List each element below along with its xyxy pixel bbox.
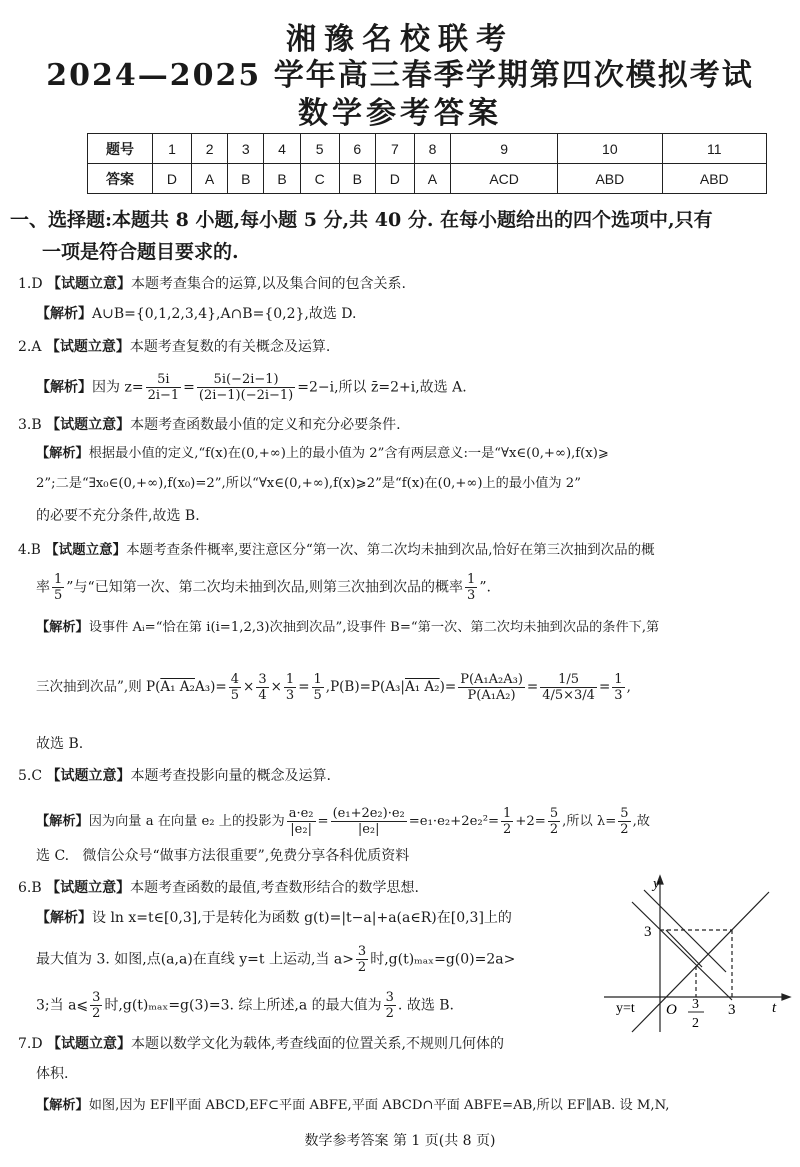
- question-number-cell: 9: [451, 134, 558, 164]
- frac-den: 2: [692, 1016, 699, 1031]
- fraction: $\frac{5}{2}$: [620, 806, 629, 837]
- answer-cell: ABD: [558, 164, 662, 194]
- question-number-cell: 7: [375, 134, 414, 164]
- fraction: $\frac{3}{2}$: [357, 944, 367, 975]
- q4-intent: 4.B 【试题立意】本题考查条件概率,要注意区分“第一次、第二次均未抽到次品,恰好在第三次抽到次品的概: [18, 542, 655, 558]
- line-descending-1: [632, 902, 732, 1000]
- q5-intent: 5.C 【试题立意】本题考查投影向量的概念及运算.: [18, 768, 331, 784]
- q1-intent: 1.D 【试题立意】本题考查集合的运算,以及集合间的包含关系.: [18, 276, 406, 292]
- answer-cell: B: [264, 164, 300, 194]
- q4-solution-line1: 【解析】设事件 Aᵢ=“恰在第 i(i=1,2,3)次抽到次品”,设事件 B=“第一次、第二次均未抽到次品的条件下,第: [36, 620, 660, 635]
- q6-solution-line2: 最大值为 3. 如图,点(a,a)在直线 y=t 上运动,当 a> $\frac{3}{2}$ 时,g(t)ₘₐₓ=g(0)=2a>: [36, 944, 516, 975]
- question-number-cell: 3: [228, 134, 264, 164]
- q1-solution: 【解析】A∪B={0,1,2,3,4},A∩B={0,2},故选 D.: [36, 306, 357, 322]
- q3-intent: 3.B 【试题立意】本题考查函数最小值的定义和充分必要条件.: [18, 417, 401, 433]
- answer-cell: C: [300, 164, 339, 194]
- question-number-cell: 2: [191, 134, 227, 164]
- y-axis-label: y: [653, 876, 660, 892]
- q2-solution: 【解析】因为 z= $\frac{5i}{2i-1}$ = $\frac{5i(-2i-1)}{(2i-1)(-2i-1)}$ =2−i,所以 z̄=2+i,故选 A.: [36, 372, 467, 403]
- fraction: $\frac{\text{(e₁+2e₂)·e₂}}{\text{|e₂|}}$: [332, 806, 405, 837]
- section-heading-cont: 一项是符合题目要求的.: [42, 241, 239, 263]
- q3-solution-line1: 【解析】根据最小值的定义,“f(x)在(0,+∞)上的最小值为 2”含有两层意义:一是“∀x∈(0,+∞),f(x)⩾: [36, 446, 609, 461]
- q3-solution-line2: 2”;二是“∃x₀∈(0,+∞),f(x₀)=2”,所以“∀x∈(0,+∞),f(x)⩾2”是“f(x)在(0,+∞)上的最小值为 2”: [36, 476, 581, 491]
- question-number-cell: 11: [662, 134, 766, 164]
- q5-solution-line1: 【解析】因为向量 a 在向量 e₂ 上的投影为 $\frac{\text{a·e₂}}{\text{|e₂|}}$ = $\frac{\text{(e₁+2e₂)·e₂}}{\text{|e₂|}}$ =e₁·e₂+2e₂²= $\frac{1}{2}$ +2= $\frac{5}{2}$ ,所以 λ= $\frac{5}{2}$ ,故: [36, 806, 650, 837]
- fraction: $\frac{1}{3}$: [614, 672, 623, 703]
- fraction: $\frac{5}{2}$: [549, 806, 559, 837]
- frac-num: 3: [692, 997, 699, 1012]
- question-number-cell: 10: [558, 134, 662, 164]
- origin-label: O: [666, 1002, 677, 1018]
- section-heading: 一、选择题:本题共 8 小题,每小题 5 分,共 40 分. 在每小题给出的四个选项中,只有: [10, 209, 713, 231]
- fraction: $\frac{1/5}{4/5\times 3/4}$: [542, 672, 595, 703]
- answer-cell: A: [191, 164, 227, 194]
- question-number-cell: 1: [153, 134, 192, 164]
- q5-solution-line2: 选 C. 微信公众号“做事方法很重要”,免费分享各科优质资料: [36, 848, 410, 864]
- answer-table: [87, 133, 767, 194]
- line-descending-2: [644, 890, 726, 972]
- q3-solution-line3: 的必要不充分条件,故选 B.: [36, 508, 200, 524]
- answer-cell: ACD: [451, 164, 558, 194]
- answer-cell: B: [339, 164, 375, 194]
- line-descending-3: [666, 930, 702, 967]
- q4-solution-line2: 三次抽到次品”,则 P(A₁ A₂A₃)= $\frac{4}{5}$ × $\frac{3}{4}$ × $\frac{1}{3}$ = $\frac{1}{5}$ ,P(B)=P(A₃|A₁ A₂)= $\frac{\text{P(A₁A₂A₃)}}{\text{P(A₁A₂)}}$ = $\frac{1/5}{4/5\times 3/4}$ = $\frac{1}{3}$ ,: [36, 672, 631, 703]
- row-header: 题号: [88, 134, 153, 164]
- fraction: $\frac{1}{3}$: [467, 572, 476, 603]
- y3-label: 3: [644, 924, 652, 940]
- q6-graph: [604, 872, 794, 1037]
- question-number-cell: 5: [300, 134, 339, 164]
- fraction: $\frac{5i}{2i-1}$: [147, 372, 180, 403]
- doc-title: 数学参考答案: [298, 96, 502, 131]
- q7-intent: 7.D 【试题立意】本题以数学文化为载体,考查线面的位置关系,不规则几何体的: [18, 1036, 504, 1052]
- question-number-cell: 8: [414, 134, 450, 164]
- line-y-eq-t: [632, 892, 769, 1032]
- fraction: $\frac{\text{a·e₂}}{\text{|e₂|}}$: [288, 806, 314, 837]
- q4-intent-line2: 率 $\frac{1}{5}$ ”与“已知第一次、第二次均未抽到次品,则第三次抽到次品的概率 $\frac{1}{3}$ ”.: [36, 572, 491, 603]
- answer-cell: D: [153, 164, 192, 194]
- fraction: $\frac{4}{5}$: [230, 672, 239, 703]
- fraction: $\frac{3}{4}$: [258, 672, 267, 703]
- answer-cell: ABD: [662, 164, 766, 194]
- q6-solution-line1: 【解析】设 ln x=t∈[0,3],于是转化为函数 g(t)=|t−a|+a(a∈R)在[0,3]上的: [36, 910, 512, 926]
- watermark-note: 微信公众号“做事方法很重要”,免费分享各科优质资料: [82, 848, 410, 864]
- q7-solution: 【解析】如图,因为 EF∥平面 ABCD,EF⊂平面 ABFE,平面 ABCD∩平面 ABFE=AB,所以 EF∥AB. 设 M,N,: [36, 1098, 670, 1113]
- q6-solution-line3: 3;当 a⩽ $\frac{3}{2}$ 时,g(t)ₘₐₓ=g(3)=3. 综上所述,a 的最大值为 $\frac{3}{2}$ . 故选 B.: [36, 990, 455, 1021]
- q4-solution-line3: 故选 B.: [36, 736, 84, 752]
- q7-intent-line2: 体积.: [36, 1066, 69, 1082]
- table-row: [88, 164, 767, 194]
- q6-intent: 6.B 【试题立意】本题考查函数的最值,考查数形结合的数学思想.: [18, 880, 420, 896]
- t3-label: 3: [728, 1002, 736, 1018]
- fraction: $\frac{1}{5}$: [313, 672, 322, 703]
- exam-title: 2024—2025 学年高三春季学期第四次模拟考试: [46, 58, 754, 93]
- answer-cell: A: [414, 164, 450, 194]
- q2-intent: 2.A 【试题立意】本题考查复数的有关概念及运算.: [18, 339, 331, 355]
- fraction: $\frac{5i(-2i-1)}{(2i-1)(-2i-1)}$: [198, 372, 294, 403]
- line-label: y=t: [616, 1001, 635, 1016]
- question-number-cell: 6: [339, 134, 375, 164]
- answer-cell: B: [228, 164, 264, 194]
- t-axis-arrow: [782, 994, 790, 1000]
- fraction: $\frac{3}{2}$: [92, 990, 101, 1021]
- table-row: [88, 134, 767, 164]
- fraction: $\frac{1}{3}$: [285, 672, 295, 703]
- exam-org-title: 湘豫名校联考: [286, 22, 514, 57]
- fraction: $\frac{1}{2}$: [503, 806, 512, 837]
- t-axis-label: t: [772, 1000, 777, 1016]
- fraction: $\frac{1}{5}$: [54, 572, 63, 603]
- row-header: 答案: [88, 164, 153, 194]
- answer-cell: D: [375, 164, 414, 194]
- page-footer: 数学参考答案 第 1 页(共 8 页): [304, 1133, 496, 1149]
- question-number-cell: 4: [264, 134, 300, 164]
- fraction: $\frac{\text{P(A₁A₂A₃)}}{\text{P(A₁A₂)}}$: [460, 672, 523, 703]
- fraction: $\frac{3}{2}$: [385, 990, 394, 1021]
